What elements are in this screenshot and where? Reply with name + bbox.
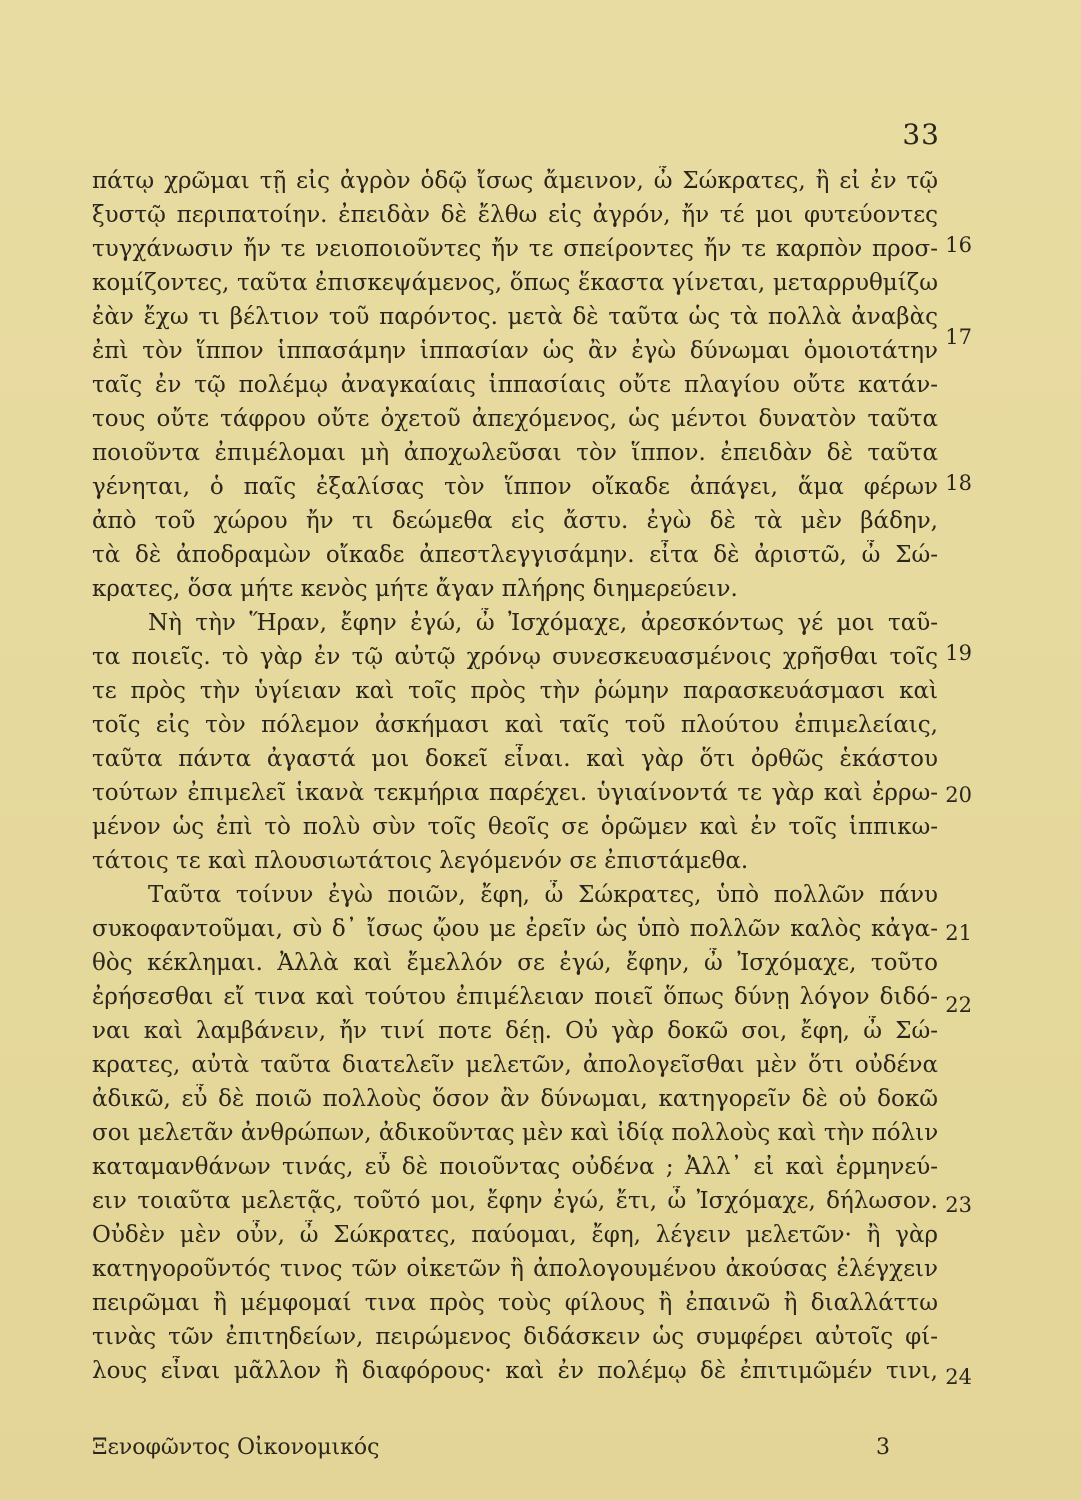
text-line: τα ποιεῖς. τὸ γὰρ ἐν τῷ αὐτῷ χρόνῳ συνεσκευασμένοις χρῆσθαι τοῖς bbox=[92, 644, 938, 670]
margin-section-number: 23 bbox=[945, 1193, 972, 1217]
margin-section-number: 24 bbox=[945, 1365, 972, 1389]
text-line: ξυστῷ περιπατοίην. ἐπειδὰν δὲ ἔλθω εἰς ἀγρόν, ἤν τέ μοι φυτεύοντες bbox=[92, 202, 938, 228]
page-number: 33 bbox=[902, 118, 940, 151]
signature-mark: 3 bbox=[876, 1435, 890, 1460]
text-line: Οὐδὲν μὲν οὖν, ὦ Σώκρατες, παύομαι, ἔφη, λέγειν μελετῶν· ἢ γὰρ bbox=[92, 1222, 938, 1248]
text-line: ἐὰν ἔχω τι βέλτιον τοῦ παρόντος. μετὰ δὲ ταῦτα ὡς τὰ πολλὰ ἀναβὰς bbox=[92, 304, 938, 330]
text-line: τούτων ἐπιμελεῖ ἱκανὰ τεκμήρια παρέχει. ὑγιαίνοντά τε γὰρ καὶ ἐρρω- bbox=[92, 780, 938, 806]
text-line: ποιοῦντα ἐπιμέλομαι μὴ ἀποχωλεῦσαι τὸν ἵππον. ἐπειδὰν δὲ ταῦτα bbox=[92, 440, 938, 466]
text-line: τὰ δὲ ἀποδραμὼν οἴκαδε ἀπεστλεγγισάμην. εἶτα δὲ ἀριστῶ, ὦ Σώ- bbox=[92, 542, 938, 568]
text-line: συκοφαντοῦμαι, σὺ δ᾽ ἴσως ᾤου με ἐρεῖν ὡς ὑπὸ πολλῶν καλὸς κἀγα- bbox=[92, 916, 938, 942]
text-line: πειρῶμαι ἢ μέμφομαί τινα πρὸς τοὺς φίλους ἢ ἐπαινῶ ἢ διαλλάττω bbox=[92, 1290, 938, 1316]
text-line: τους οὔτε τάφρου οὔτε ὀχετοῦ ἀπεχόμενος, ὡς μέντοι δυνατὸν ταῦτα bbox=[92, 406, 938, 432]
text-line: ἐρήσεσθαι εἴ τινα καὶ τούτου ἐπιμέλειαν ποιεῖ ὅπως δύνῃ λόγον διδό- bbox=[92, 984, 938, 1010]
text-line: σοι μελετᾶν ἀνθρώπων, ἀδικοῦντας μὲν καὶ ἰδίᾳ πολλοὺς καὶ τὴν πόλιν bbox=[92, 1120, 938, 1146]
text-line: τοῖς εἰς τὸν πόλεμον ἀσκήμασι καὶ ταῖς τοῦ πλούτου ἐπιμελείαις, bbox=[92, 712, 938, 738]
text-line: ειν τοιαῦτα μελετᾷς, τοῦτό μοι, ἔφην ἐγώ, ἔτι, ὦ Ἰσχόμαχε, δήλωσον. bbox=[92, 1188, 938, 1214]
footer-title: Ξενοφῶντος Οἰκονομικός bbox=[92, 1435, 380, 1460]
text-line: λους εἶναι μᾶλλον ἢ διαφόρους· καὶ ἐν πολέμῳ δὲ ἐπιτιμῶμέν τινι, bbox=[92, 1358, 938, 1384]
text-line: κομίζοντες, ταῦτα ἐπισκεψάμενος, ὅπως ἕκαστα γίνεται, μεταρρυθμίζω bbox=[92, 270, 938, 296]
page-footer bbox=[92, 1433, 892, 1463]
text-line: ταῖς ἐν τῷ πολέμῳ ἀναγκαίαις ἱππασίαις οὔτε πλαγίου οὔτε κατάν- bbox=[92, 372, 938, 398]
text-line: κρατες, ὅσα μήτε κενὸς μήτε ἄγαν πλήρης διημερεύειν. bbox=[92, 576, 738, 602]
text-line: τε πρὸς τὴν ὑγίειαν καὶ τοῖς πρὸς τὴν ῥώμην παρασκευάσμασι καὶ bbox=[92, 678, 938, 704]
margin-section-number: 16 bbox=[945, 233, 972, 257]
text-line: θὸς κέκλημαι. Ἀλλὰ καὶ ἔμελλόν σε ἐγώ, ἔφην, ὦ Ἰσχόμαχε, τοῦτο bbox=[92, 950, 938, 976]
margin-section-number: 17 bbox=[945, 325, 972, 349]
text-line: Ταῦτα τοίνυν ἐγὼ ποιῶν, ἔφη, ὦ Σώκρατες, ὑπὸ πολλῶν πάνυ bbox=[148, 882, 938, 908]
text-line: τινὰς τῶν ἐπιτηδείων, πειρώμενος διδάσκειν ὡς συμφέρει αὐτοῖς φί- bbox=[92, 1324, 938, 1350]
text-line: κατηγοροῦντός τινος τῶν οἰκετῶν ἢ ἀπολογουμένου ἀκούσας ἐλέγχειν bbox=[92, 1256, 938, 1282]
text-line: ἀπὸ τοῦ χώρου ἤν τι δεώμεθα εἰς ἄστυ. ἐγὼ δὲ τὰ μὲν βάδην, bbox=[92, 508, 938, 534]
margin-section-number: 19 bbox=[945, 641, 972, 665]
margin-section-number: 18 bbox=[945, 471, 972, 495]
text-line: τυγχάνωσιν ἤν τε νειοποιοῦντες ἤν τε σπείροντες ἤν τε καρπὸν προσ- bbox=[92, 236, 938, 262]
text-line: Νὴ τὴν Ἥραν, ἔφην ἐγώ, ὦ Ἰσχόμαχε, ἀρεσκόντως γέ μοι ταῦ- bbox=[148, 610, 938, 636]
text-line: μένον ὡς ἐπὶ τὸ πολὺ σὺν τοῖς θεοῖς σε ὁρῶμεν καὶ ἐν τοῖς ἱππικω- bbox=[92, 814, 938, 840]
margin-section-number: 22 bbox=[945, 993, 972, 1017]
text-line: κρατες, αὐτὰ ταῦτα διατελεῖν μελετῶν, ἀπολογεῖσθαι μὲν ὅτι οὐδένα bbox=[92, 1052, 938, 1078]
text-line: γένηται, ὁ παῖς ἐξαλίσας τὸν ἵππον οἴκαδε ἀπάγει, ἅμα φέρων bbox=[92, 474, 938, 500]
text-line: καταμανθάνων τινάς, εὖ δὲ ποιοῦντας οὐδένα ; Ἀλλ᾽ εἰ καὶ ἑρμηνεύ- bbox=[92, 1154, 938, 1180]
text-line: ταῦτα πάντα ἀγαστά μοι δοκεῖ εἶναι. καὶ γὰρ ὅτι ὀρθῶς ἑκάστου bbox=[92, 746, 938, 772]
text-line: ναι καὶ λαμβάνειν, ἤν τινί ποτε δέῃ. Οὐ γὰρ δοκῶ σοι, ἔφη, ὦ Σώ- bbox=[92, 1018, 938, 1044]
text-line: πάτῳ χρῶμαι τῇ εἰς ἀγρὸν ὁδῷ ἴσως ἄμεινον, ὦ Σώκρατες, ἢ εἰ ἐν τῷ bbox=[92, 168, 938, 194]
margin-section-number: 20 bbox=[945, 783, 972, 807]
text-line: τάτοις τε καὶ πλουσιωτάτοις λεγόμενόν σε ἐπιστάμεθα. bbox=[92, 848, 749, 874]
margin-section-number: 21 bbox=[945, 921, 972, 945]
text-line: ἀδικῶ, εὖ δὲ ποιῶ πολλοὺς ὅσον ἂν δύνωμαι, κατηγορεῖν δὲ οὐ δοκῶ bbox=[92, 1086, 938, 1112]
text-line: ἐπὶ τὸν ἵππον ἱππασάμην ἱππασίαν ὡς ἂν ἐγὼ δύνωμαι ὁμοιοτάτην bbox=[92, 338, 938, 364]
